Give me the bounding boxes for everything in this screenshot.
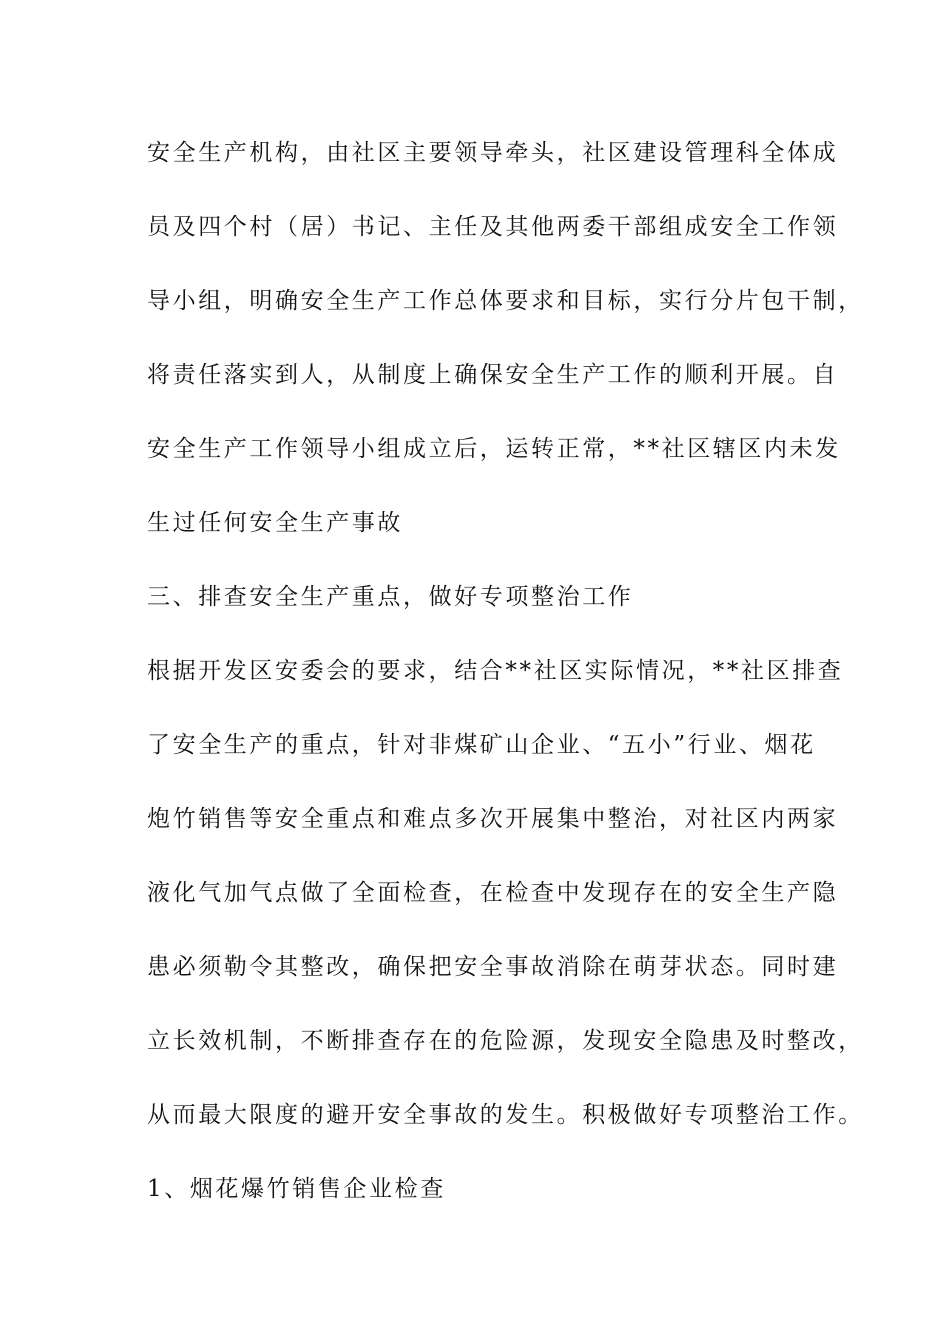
paragraph-line: 安全生产工作领导小组成立后，运转正常，**社区辖区内未发: [147, 436, 841, 462]
paragraph-line: 员及四个村（居）书记、主任及其他两委干部组成安全工作领: [147, 214, 839, 240]
paragraph-line: 患必须勒令其整改，确保把安全事故消除在萌芽状态。同时建: [147, 954, 839, 980]
section-heading: 三、排查安全生产重点，做好专项整治工作: [147, 584, 634, 610]
paragraph-line: 根据开发区安委会的要求，结合**社区实际情况，**社区排查: [147, 658, 844, 684]
paragraph-line: 从而最大限度的避开安全事故的发生。积极做好专项整治工作。: [147, 1102, 864, 1128]
paragraph-line: 安全生产机构，由社区主要领导牵头，社区建设管理科全体成: [147, 140, 839, 166]
paragraph-line: 导小组，明确安全生产工作总体要求和目标，实行分片包干制，: [147, 288, 864, 314]
paragraph-line: 液化气加气点做了全面检查，在检查中发现存在的安全生产隐: [147, 880, 839, 906]
paragraph-line: 立长效机制，不断排查存在的危险源，发现安全隐患及时整改，: [147, 1028, 864, 1054]
paragraph-line: 将责任落实到人，从制度上确保安全生产工作的顺利开展。自: [147, 362, 839, 388]
paragraph-line: 炮竹销售等安全重点和难点多次开展集中整治，对社区内两家: [147, 806, 839, 832]
paragraph-line: 了安全生产的重点，针对非煤矿山企业、“五小”行业、烟花: [147, 732, 816, 758]
subsection-heading: 1、烟花爆竹销售企业检查: [147, 1176, 446, 1202]
paragraph-line: 生过任何安全生产事故: [147, 510, 403, 536]
